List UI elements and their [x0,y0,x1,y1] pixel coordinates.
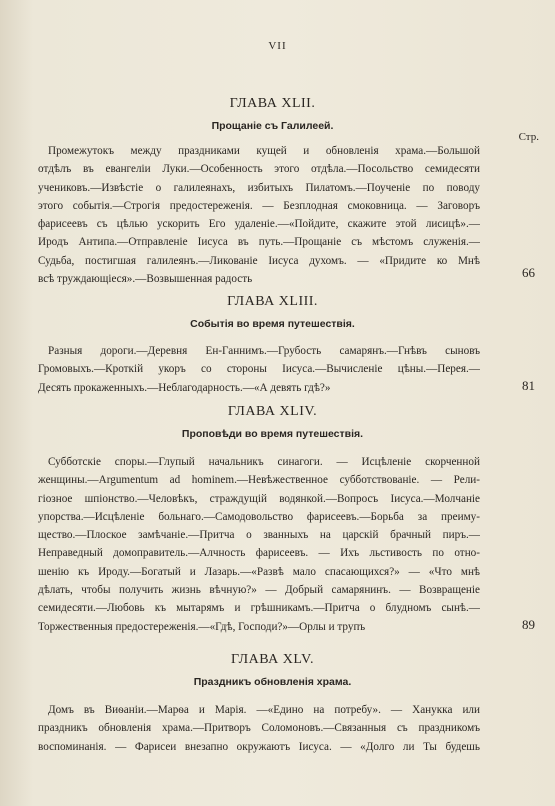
chapter-subtitle: Проповѣди во время путешествія. [181,428,364,440]
chapter-title: ГЛАВА XLII. [229,96,316,111]
summary-line: всѣ труждающіеся».—Возвышенная радость [38,273,253,286]
page-folio: VII [268,40,287,52]
summary-line: праздникъ обновленія храма.—Притворъ Соломоновъ.—Связанныя съ праздникомъ [38,722,480,735]
chapter-title: ГЛАВА XLIII. [227,294,318,309]
summary-line: воспоминанія. — Фарисеи внезапно окружаютъ Іисуса. — «Долго ли Ты будешь [38,740,480,753]
summary-line: Неправедный домоправитель.—Алчность фарисеевъ. — Ихъ льстивость по отно- [38,547,480,560]
summary-line: шенію къ Ироду.—Богатый и Лазарь.—«Развѣ мало спасающихся?» — «Что мнѣ [38,565,480,578]
summary-line: Промежутокъ между праздниками кущей и обновленія храма.—Большой [48,145,480,157]
summary-line: фарисеевъ съ цѣлью ускорить Его удаленіе.—«Пойдите, скажите этой лисицѣ».— [38,218,480,231]
chapter-summary-43 [38,342,480,397]
chapter-subtitle: Прощаніе съ Галилеей. [211,120,334,132]
page-number: 89 [522,617,535,632]
chapter-heading-42 [0,96,555,132]
summary-line: семидесяти.—Любовь къ мытарямъ и грѣшникамъ.—Притча о блудномъ сынѣ.— [38,602,480,615]
chapter-summary-45 [38,701,480,756]
summary-line: упорства.—Исцѣленіе больнаго.—Самодовольство фарисеевъ.—Борьба за преиму- [38,510,480,523]
chapter-subtitle: Праздникъ обновленія храма. [193,676,352,688]
summary-line: учениковъ.—Извѣстіе о галилеянахъ, избитыхъ Пилатомъ.—Поученіе по поводу [38,181,480,194]
chapter-summary-42 [38,142,480,288]
chapter-title: ГЛАВА XLIV. [227,404,318,419]
summary-line: Разныя дороги.—Деревня Ен-Ганнимъ.—Грубость самарянъ.—Гнѣвъ сыновъ [48,345,480,357]
chapter-heading-44 [0,404,555,440]
summary-line: дѣлать, чтобы получить жизнь вѣчную?» — Добрый самарянинъ. — Возвращеніе [38,584,480,597]
summary-line: женщины.—Argumentum ad hominem.—Невѣжественное субботствованіе. — Рели- [38,474,480,487]
summary-line: Торжественныя предостереженія.—«Гдѣ, Господи?»—Орлы и трупъ [38,620,366,633]
chapter-subtitle: Событія во время путешествія. [190,318,355,330]
chapter-title: ГЛАВА XLV. [231,652,314,667]
summary-line: щество.—Плоское замѣчаніе.—Притча о званныхъ на царскій брачный пиръ.— [38,529,480,542]
chapter-summary-44 [38,453,480,636]
page-number: 81 [522,378,535,393]
summary-line: Громовыхъ.—Кроткій укоръ со стороны Іисуса.—Вычисленіе цѣны.—Перея.— [38,363,480,376]
chapter-heading-43 [0,294,555,330]
summary-line: Десять прокаженныхъ.—Неблагодарность.—«А девять гдѣ?» [38,381,331,394]
summary-line: Судьба, постигшая галилеянъ.—Ликованіе Іисуса духомъ. — «Придите ко Мнѣ [38,254,480,267]
summary-line: Домъ въ Виѳаніи.—Марѳа и Марія. —«Едино на потребу». — Ханукка или [48,704,480,716]
summary-line: гіозное шпіонство.—Человѣкъ, страждущій водянкой.—Вопросъ Іисуса.—Молчаніе [38,492,480,505]
chapter-heading-45 [0,652,555,688]
summary-line: этого событія.—Строгія предостереженія. — Безплодная смоковница. — Заговоръ [38,199,480,212]
page-column-label: Стр. [518,131,539,143]
summary-line: Иродъ Антипа.—Отправленіе Іисуса въ путь.—Прощаніе съ мѣстомъ служенія.— [38,236,480,249]
summary-line: Субботскіе споры.—Глупый начальникъ синагоги. — Исцѣленіе скорченной [48,456,480,468]
page-number: 66 [522,265,535,280]
summary-line: отдѣлъ въ евангеліи Луки.—Особенность этого отдѣла.—Посольство семидесяти [38,163,480,176]
